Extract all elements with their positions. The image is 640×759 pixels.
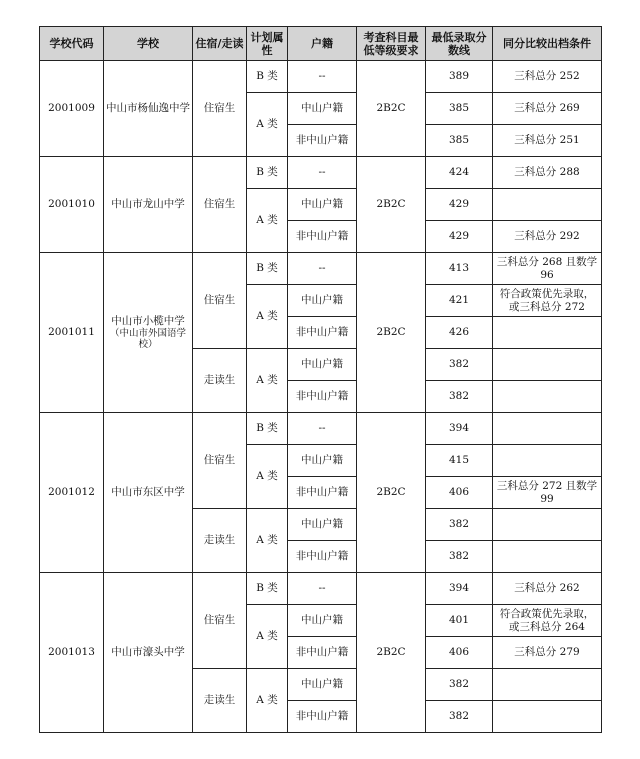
tie-break-condition: 三科总分 272 且数学 99 (493, 477, 602, 509)
plan-type: B 类 (247, 413, 288, 445)
hukou: -- (288, 157, 357, 189)
hukou: -- (288, 573, 357, 605)
school-name-cell (104, 253, 193, 413)
plan-type: B 类 (247, 157, 288, 189)
tie-break-condition: 三科总分 262 (493, 573, 602, 605)
tie-break-condition: 符合政策优先录取，或三科总分 264 (493, 605, 602, 637)
hukou: 中山户籍 (288, 189, 357, 221)
hukou: -- (288, 413, 357, 445)
table-row (40, 253, 602, 285)
school-name: 中山市东区中学 (104, 413, 193, 573)
plan-type: A 类 (247, 349, 288, 413)
header-school: 学校 (104, 27, 193, 61)
tie-break-condition (493, 701, 602, 733)
min-score: 385 (426, 93, 493, 125)
header-tie-break: 同分比较出档条件 (493, 27, 602, 61)
tie-break-condition: 三科总分 252 (493, 61, 602, 93)
min-score: 401 (426, 605, 493, 637)
grade-requirement: 2B2C (357, 413, 426, 573)
grade-requirement: 2B2C (357, 157, 426, 253)
tie-break-condition (493, 669, 602, 701)
admission-score-table (39, 26, 602, 733)
plan-type: B 类 (247, 573, 288, 605)
tie-break-condition (493, 541, 602, 573)
min-score: 415 (426, 445, 493, 477)
min-score: 421 (426, 285, 493, 317)
school-code: 2001012 (40, 413, 104, 573)
tie-break-condition (493, 509, 602, 541)
plan-type: A 类 (247, 93, 288, 157)
tie-break-condition (493, 381, 602, 413)
min-score: 424 (426, 157, 493, 189)
plan-type: A 类 (247, 189, 288, 253)
header-boarding: 住宿/走读 (193, 27, 247, 61)
min-score: 382 (426, 701, 493, 733)
min-score: 382 (426, 541, 493, 573)
hukou: 非中山户籍 (288, 637, 357, 669)
hukou: 中山户籍 (288, 349, 357, 381)
tie-break-condition (493, 189, 602, 221)
min-score: 429 (426, 221, 493, 253)
min-score: 406 (426, 637, 493, 669)
hukou: 中山户籍 (288, 285, 357, 317)
min-score: 382 (426, 509, 493, 541)
header-row (40, 27, 602, 61)
plan-type: A 类 (247, 605, 288, 669)
tie-break-condition (493, 445, 602, 477)
hukou: 中山户籍 (288, 445, 357, 477)
hukou: -- (288, 253, 357, 285)
school-name: 中山市杨仙逸中学 (104, 61, 193, 157)
plan-type: A 类 (247, 445, 288, 509)
grade-requirement: 2B2C (357, 573, 426, 733)
hukou: 非中山户籍 (288, 221, 357, 253)
boarding-type: 住宿生 (193, 253, 247, 349)
header-school-code: 学校代码 (40, 27, 104, 61)
table-row (40, 573, 602, 605)
school-name: 中山市龙山中学 (104, 157, 193, 253)
grade-requirement: 2B2C (357, 61, 426, 157)
grade-requirement: 2B2C (357, 253, 426, 413)
min-score: 389 (426, 61, 493, 93)
header-grade-requirement: 考查科目最低等级要求 (357, 27, 426, 61)
min-score: 382 (426, 381, 493, 413)
min-score: 429 (426, 189, 493, 221)
hukou: -- (288, 61, 357, 93)
plan-type: A 类 (247, 509, 288, 573)
school-code: 2001013 (40, 573, 104, 733)
tie-break-condition: 三科总分 269 (493, 93, 602, 125)
table-row (40, 413, 602, 445)
tie-break-condition: 三科总分 251 (493, 125, 602, 157)
min-score: 382 (426, 349, 493, 381)
header-hukou: 户籍 (288, 27, 357, 61)
table-row (40, 61, 602, 93)
hukou: 非中山户籍 (288, 701, 357, 733)
min-score: 394 (426, 573, 493, 605)
tie-break-condition: 三科总分 288 (493, 157, 602, 189)
min-score: 385 (426, 125, 493, 157)
tie-break-condition (493, 413, 602, 445)
hukou: 非中山户籍 (288, 381, 357, 413)
hukou: 非中山户籍 (288, 541, 357, 573)
hukou: 非中山户籍 (288, 125, 357, 157)
hukou: 非中山户籍 (288, 477, 357, 509)
boarding-type: 住宿生 (193, 61, 247, 157)
school-code: 2001010 (40, 157, 104, 253)
boarding-type: 住宿生 (193, 413, 247, 509)
tie-break-condition: 三科总分 292 (493, 221, 602, 253)
header-min-score: 最低录取分数线 (426, 27, 493, 61)
hukou: 中山户籍 (288, 93, 357, 125)
min-score: 406 (426, 477, 493, 509)
school-name: 中山市濠头中学 (104, 573, 193, 733)
school-name-subtitle: （中山市外国语学校） (109, 328, 186, 350)
tie-break-condition: 三科总分 268 且数学 96 (493, 253, 602, 285)
tie-break-condition (493, 317, 602, 349)
boarding-type: 住宿生 (193, 157, 247, 253)
tie-break-condition (493, 349, 602, 381)
min-score: 394 (426, 413, 493, 445)
walking-type: 走读生 (193, 349, 247, 413)
hukou: 中山户籍 (288, 509, 357, 541)
tie-break-condition: 符合政策优先录取，或三科总分 272 (493, 285, 602, 317)
min-score: 413 (426, 253, 493, 285)
table-row (40, 157, 602, 189)
header-plan-type: 计划属性 (247, 27, 288, 61)
walking-type: 走读生 (193, 509, 247, 573)
boarding-type: 住宿生 (193, 573, 247, 669)
min-score: 426 (426, 317, 493, 349)
hukou: 中山户籍 (288, 669, 357, 701)
walking-type: 走读生 (193, 669, 247, 733)
tie-break-condition: 三科总分 279 (493, 637, 602, 669)
plan-type: A 类 (247, 285, 288, 349)
hukou: 中山户籍 (288, 605, 357, 637)
school-code: 2001009 (40, 61, 104, 157)
plan-type: B 类 (247, 253, 288, 285)
hukou: 非中山户籍 (288, 317, 357, 349)
plan-type: A 类 (247, 669, 288, 733)
school-name: 中山市小榄中学 (111, 315, 185, 327)
school-code: 2001011 (40, 253, 104, 413)
plan-type: B 类 (247, 61, 288, 93)
min-score: 382 (426, 669, 493, 701)
